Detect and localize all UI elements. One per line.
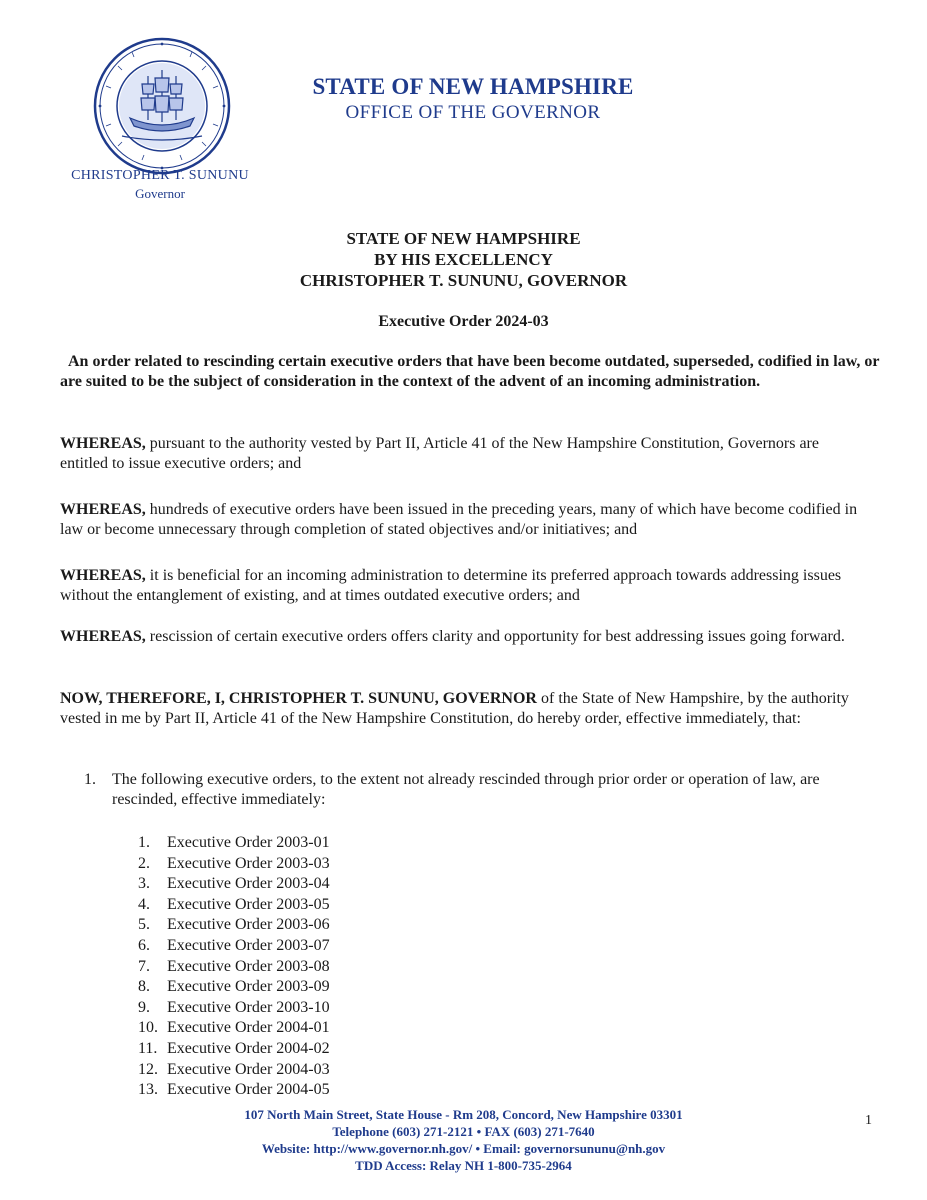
- list-item: [138, 895, 330, 916]
- now-therefore-text: of the State of New Hampshire, by the authority vested in me by Part II, Article 41 of the New Hampshire Constitution, do hereby order, effective immediately, that:: [60, 690, 849, 727]
- order-caption: [0, 228, 927, 291]
- caption-line-3: CHRISTOPHER T. SUNUNU, GOVERNOR: [299, 271, 628, 290]
- list-item-label: Executive Order 2003-06: [167, 916, 330, 934]
- list-item: [138, 833, 330, 854]
- order-item-1: [84, 770, 874, 810]
- whereas-text: it is beneficial for an incoming administration to determine its preferred approach towards addressing issues without the entanglement of existing, and at times outdated executive orders; and: [60, 567, 842, 604]
- list-item: [138, 915, 330, 936]
- list-item-number: 4.: [138, 895, 150, 913]
- rescinded-orders-list: [138, 833, 330, 1101]
- whereas-clause: [60, 500, 870, 540]
- list-item: [138, 1039, 330, 1060]
- list-item: [138, 957, 330, 978]
- now-therefore-clause: [60, 689, 860, 729]
- letterhead-state: STATE OF NEW HAMPSHIRE: [312, 74, 634, 99]
- letterhead-office: OFFICE OF THE GOVERNOR: [345, 102, 601, 123]
- list-item-number: 11.: [138, 1039, 158, 1057]
- list-item-label: Executive Order 2003-04: [167, 875, 330, 893]
- list-item: [138, 874, 330, 895]
- footer-web: Website: http://www.governor.nh.gov/ • Email: governorsununu@nh.gov: [261, 1141, 666, 1156]
- footer-address: 107 North Main Street, State House - Rm 208, Concord, New Hampshire 03301: [244, 1107, 683, 1122]
- whereas-text: rescission of certain executive orders offers clarity and opportunity for best addressing issues going forward.: [145, 628, 845, 645]
- list-item-label: Executive Order 2004-01: [167, 1019, 330, 1037]
- whereas-lead: WHEREAS,: [60, 501, 146, 518]
- list-item-number: 2.: [138, 854, 150, 872]
- order-summary: An order related to rescinding certain executive orders that have been become outdated, superseded, codified in law, or are suited to be the subject of consideration in the context of the advent of an incoming administration.: [60, 353, 880, 390]
- page-number: 1: [865, 1113, 872, 1128]
- list-item-label: Executive Order 2003-03: [167, 854, 330, 872]
- list-item: [138, 998, 330, 1019]
- list-item: [138, 1060, 330, 1081]
- governor-title: Governor: [135, 186, 185, 201]
- list-item-number: 10.: [138, 1019, 158, 1037]
- whereas-lead: WHEREAS,: [60, 628, 146, 645]
- whereas-text: pursuant to the authority vested by Part II, Article 41 of the New Hampshire Constitution, Governors are entitled to issue executive orders; and: [60, 435, 819, 472]
- whereas-clause: [60, 434, 850, 474]
- list-item-label: Executive Order 2004-03: [167, 1060, 330, 1078]
- list-item: [138, 977, 330, 998]
- list-item: [138, 1080, 330, 1101]
- list-item-number: 13.: [138, 1081, 158, 1099]
- order-number: Executive Order 2024-03: [378, 313, 549, 330]
- order-item-number: 1.: [84, 771, 96, 788]
- whereas-lead: WHEREAS,: [60, 567, 146, 584]
- governor-block: [40, 168, 280, 202]
- list-item-number: 7.: [138, 957, 150, 975]
- state-seal-icon: [92, 36, 232, 176]
- list-item-label: Executive Order 2003-08: [167, 957, 330, 975]
- list-item-label: Executive Order 2003-10: [167, 998, 330, 1016]
- letterhead-footer: [0, 1106, 927, 1174]
- list-item-number: 1.: [138, 834, 150, 851]
- whereas-text: hundreds of executive orders have been issued in the preceding years, many of which have become codified in law or become unnecessary through completion of stated objectives and/or initiatives; and: [60, 501, 858, 538]
- list-item-label: Executive Order 2003-07: [167, 936, 330, 954]
- footer-phone: Telephone (603) 271-2121 • FAX (603) 271-7640: [332, 1124, 595, 1139]
- governor-name: CHRISTOPHER T. SUNUNU: [71, 168, 249, 183]
- list-item-label: Executive Order 2004-02: [167, 1039, 330, 1057]
- caption-line-1: STATE OF NEW HAMPSHIRE: [346, 229, 581, 248]
- list-item: [138, 1018, 330, 1039]
- caption-line-2: BY HIS EXCELLENCY: [374, 250, 553, 269]
- footer-tdd: TDD Access: Relay NH 1-800-735-2964: [355, 1158, 572, 1173]
- now-therefore-lead: NOW, THEREFORE, I, CHRISTOPHER T. SUNUNU, GOVERNOR: [60, 690, 537, 707]
- list-item: [138, 854, 330, 875]
- list-item-number: 8.: [138, 978, 150, 996]
- letterhead-title: [303, 74, 643, 124]
- whereas-lead: WHEREAS,: [60, 435, 146, 452]
- whereas-clause: [60, 627, 850, 647]
- list-item-label: Executive Order 2003-05: [167, 895, 330, 913]
- list-item-number: 5.: [138, 916, 150, 934]
- whereas-clause: [60, 566, 850, 606]
- list-item: [138, 936, 330, 957]
- list-item-label: Executive Order 2003-01: [167, 834, 330, 851]
- list-item-number: 6.: [138, 936, 150, 954]
- order-item-text: The following executive orders, to the extent not already rescinded through prior order or operation of law, are rescinded, effective immediately:: [112, 771, 820, 808]
- list-item-number: 9.: [138, 998, 150, 1016]
- list-item-number: 12.: [138, 1060, 158, 1078]
- list-item-label: Executive Order 2003-09: [167, 978, 330, 996]
- list-item-label: Executive Order 2004-05: [167, 1081, 330, 1099]
- list-item-number: 3.: [138, 875, 150, 893]
